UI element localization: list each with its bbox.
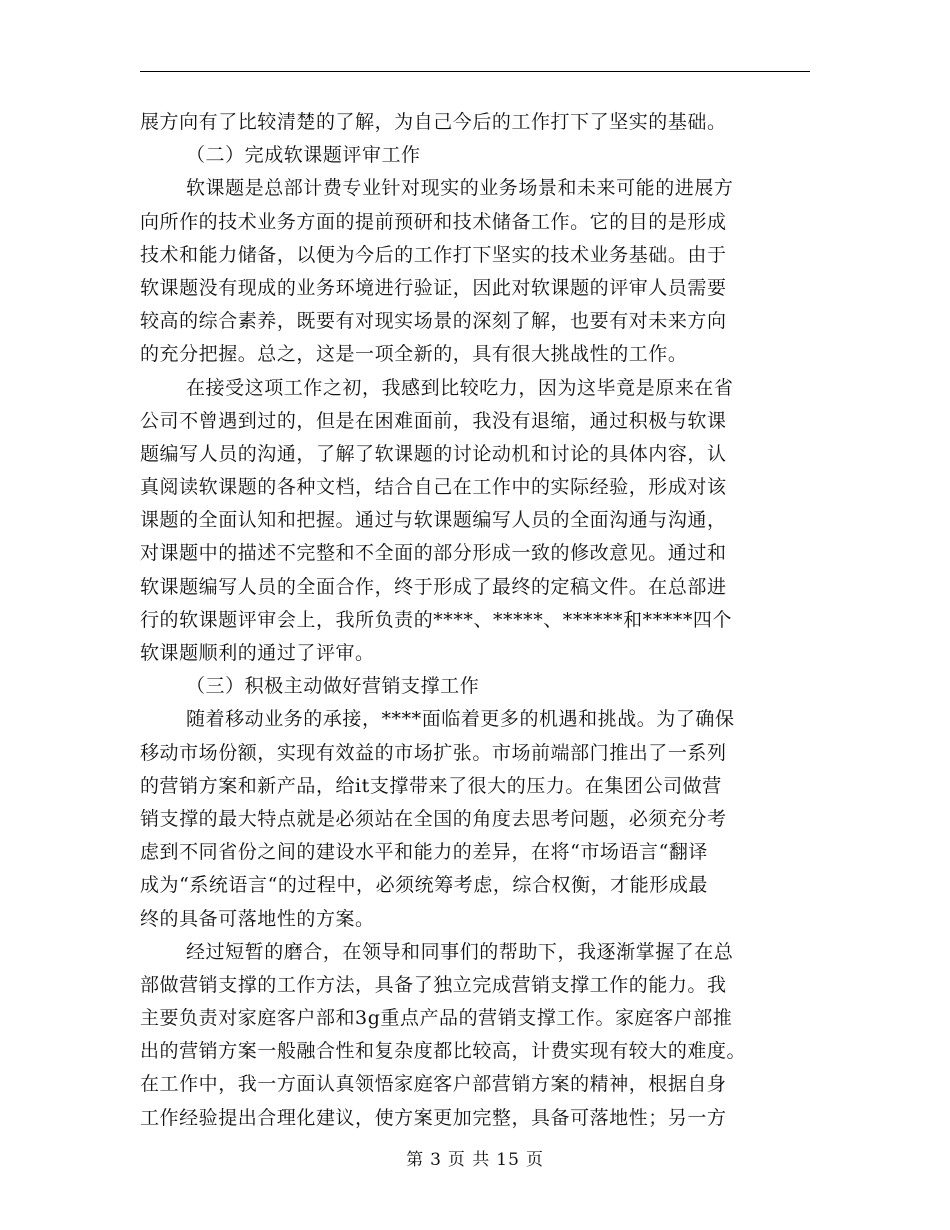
- text-line: 工作经验提出合理化建议，使方案更加完整，具备可落地性；另一方: [140, 1106, 727, 1129]
- text-line: 的营销方案和新产品，给it支撑带来了很大的压力。在集团公司做营: [140, 774, 722, 797]
- text-line: 主要负责对家庭客户部和3g重点产品的营销支撑工作。家庭客户部推: [140, 1007, 733, 1030]
- footer-current-page: 3: [430, 1150, 442, 1170]
- text-line: 技术和能力储备，以便为今后的工作打下坚实的技术业务基础。由于: [140, 243, 727, 266]
- text-line: 向所作的技术业务方面的提前预研和技术储备工作。它的目的是形成: [140, 210, 727, 233]
- text-line: 展方向有了比较清楚的了解，为自己今后的工作打下了坚实的基础。: [140, 111, 727, 133]
- text-line: 软课题没有现成的业务环境进行验证，因此对软课题的评审人员需要: [140, 276, 727, 299]
- text-line: 的充分把握。总之，这是一项全新的，具有很大挑战性的工作。: [140, 343, 688, 366]
- footer-total-pages: 15: [496, 1150, 520, 1170]
- page-footer: [0, 1145, 950, 1170]
- text-line: 软课题是总部计费专业针对现实的业务场景和未来可能的进展方: [186, 177, 734, 200]
- text-line: 在工作中，我一方面认真领悟家庭客户部营销方案的精神，根据自身: [140, 1073, 727, 1096]
- text-line: 公司不曾遇到过的，但是在困难面前，我没有退缩，通过积极与软课: [140, 409, 727, 432]
- text-line: 较高的综合素养，既要有对现实场景的深刻了解，也要有对未来方向: [140, 310, 727, 333]
- text-line: 虑到不同省份之间的建设水平和能力的差异，在将“市场语言“翻译: [140, 841, 708, 864]
- text-line: 在接受这项工作之初，我感到比较吃力，因为这毕竟是原来在省: [186, 376, 734, 399]
- document-body: [140, 106, 810, 1135]
- text-line: 终的具备可落地性的方案。: [140, 907, 375, 930]
- text-line: 经过短暂的磨合，在领导和同事们的帮助下，我逐渐掌握了在总: [186, 940, 734, 963]
- text-line: 真阅读软课题的各种文档，结合自己在工作中的实际经验，形成对该: [140, 476, 727, 499]
- text-line: 题编写人员的沟通，了解了软课题的讨论动机和讨论的具体内容，认: [140, 442, 727, 465]
- footer-prefix: 第: [406, 1150, 425, 1170]
- text-line: 销支撑的最大特点就是必须站在全国的角度去思考问题，必须充分考: [140, 807, 727, 830]
- text-line: 行的软课题评审会上，我所负责的****、*****、******和*****四个: [140, 608, 733, 631]
- text-line: （二）完成软课题评审工作: [186, 144, 421, 167]
- text-line: 出的营销方案一般融合性和复杂度都比较高，计费实现有较大的难度。: [140, 1040, 747, 1063]
- header-rule: [140, 71, 810, 72]
- text-line: （三）积极主动做好营销支撑工作: [186, 675, 480, 698]
- text-line: 对课题中的描述不完整和不全面的部分形成一致的修改意见。通过和: [140, 542, 727, 565]
- text-line: 成为“系统语言“的过程中，必须统筹考虑，综合权衡，才能形成最: [140, 874, 708, 897]
- footer-suffix: 页: [525, 1150, 544, 1170]
- footer-middle: 页 共: [447, 1150, 491, 1170]
- text-line: 部做营销支撑的工作方法，具备了独立完成营销支撑工作的能力。我: [140, 973, 727, 996]
- text-line: 移动市场份额，实现有效益的市场扩张。市场前端部门推出了一系列: [140, 741, 727, 764]
- text-line: 课题的全面认知和把握。通过与软课题编写人员的全面沟通与沟通，: [140, 509, 727, 532]
- text-line: 软课题编写人员的全面合作，终于形成了最终的定稿文件。在总部进: [140, 575, 727, 598]
- text-line: 随着移动业务的承接，****面临着更多的机遇和挑战。为了确保: [186, 708, 735, 731]
- text-line: 软课题顺利的通过了评审。: [140, 642, 375, 664]
